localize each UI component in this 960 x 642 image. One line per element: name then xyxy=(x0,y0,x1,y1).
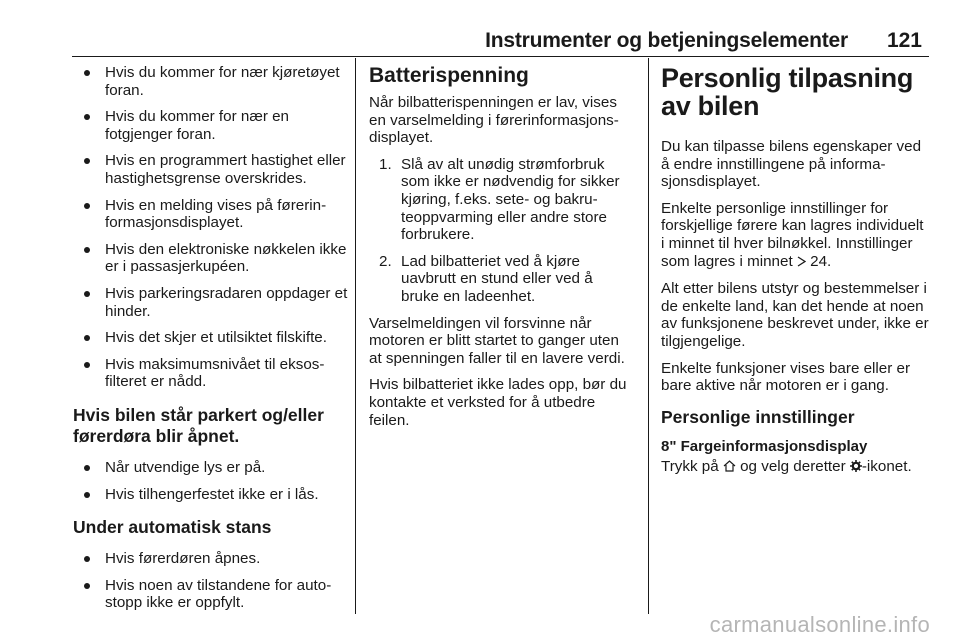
paragraph: Hvis bilbatteriet ikke lades opp, bør du kontakte et verksted for å utbedre feilen. xyxy=(369,376,627,429)
column-divider xyxy=(355,58,356,614)
column-3 xyxy=(661,64,929,486)
page-reference-link[interactable]: 24. xyxy=(810,252,832,270)
paragraph-text: Enkelte personlige innstillinger for forskjellige førere kan lagres individuelt i minnet til hver bilnøkkel. Innstillinger som lagres i minnet xyxy=(661,199,924,270)
list-item: Hvis en melding vises på førerinformasjonsdisplayet. xyxy=(73,197,349,232)
section-heading: Personlig tilpasning av bilen xyxy=(661,63,914,121)
watermark: carmanualsonline.info xyxy=(709,612,930,637)
step-number: 1. xyxy=(379,155,392,173)
list-item xyxy=(369,253,634,306)
parked-list xyxy=(73,459,349,503)
paragraph: Varselmeldingen vil forsvinne når motoren er blitt startet to ganger uten at spenningen faller til en lavere verdi. xyxy=(369,314,625,367)
step-text: Slå av alt unødig strømforbruk som ikke er nødvendig for sikker kjøring, f.eks. sete- og bakruteoppvarming eller andre store forbrukere. xyxy=(401,155,620,244)
sub-heading: Personlige innstillinger xyxy=(661,406,855,427)
paragraph: Enkelte funksjoner vises bare eller er bare aktive når motoren er i gang. xyxy=(661,359,911,395)
list-item: Hvis det skjer et utilsiktet filskifte. xyxy=(73,329,349,347)
list-item: Hvis tilhengerfestet ikke er i lås. xyxy=(73,486,349,504)
page-reference-icon xyxy=(797,254,806,272)
column-2 xyxy=(369,64,634,438)
header-rule xyxy=(72,56,929,57)
steps-list xyxy=(369,156,634,306)
paragraph: Du kan tilpasse bilens egenskaper ved å endre innstillingene på informasjonsdisplayet. xyxy=(661,138,922,191)
list-item: Når utvendige lys er på. xyxy=(73,459,349,477)
paragraph: Alt etter bilens utstyr og bestemmelser i de enkelte land, kan det hende at noen av funksjonene beskrevet under, ikke er tilgjengelige. xyxy=(661,280,929,350)
paragraph xyxy=(661,458,929,477)
section-heading: Hvis bilen står parkert og/eller førerdøra blir åpnet. xyxy=(73,404,324,446)
list-item: Hvis noen av tilstandene for autostopp ikke er oppfylt. xyxy=(73,577,349,612)
paragraph xyxy=(661,200,929,271)
paragraph: Når bilbatterispenningen er lav, vises en varselmelding i førerinformasjonsdisplayet. xyxy=(369,94,619,147)
section-heading: Under automatisk stans xyxy=(73,517,272,538)
step-text: Lad bilbatteriet ved å kjøre uavbrutt en stund eller ved å bruke en ladeenhet. xyxy=(401,252,593,305)
home-icon xyxy=(723,459,736,477)
chapter-title: Instrumenter og betjeningselementer xyxy=(485,29,848,52)
autostop-list xyxy=(73,550,349,612)
column-1 xyxy=(73,64,349,621)
text-fragment: -ikonet. xyxy=(861,458,912,476)
list-item: Hvis du kommer for nær kjøretøyet foran. xyxy=(73,64,349,99)
page-header xyxy=(0,0,960,60)
text-fragment: og velg deretter xyxy=(735,458,850,476)
list-item: Hvis den elektroniske nøkkelen ikke er i passasjerkupéen. xyxy=(73,241,349,276)
list-item: Hvis en programmert hastighet eller hastighetsgrense overskrides. xyxy=(73,152,349,187)
list-item xyxy=(369,156,634,244)
page-number: 121 xyxy=(886,29,922,52)
step-number: 2. xyxy=(379,252,392,270)
list-item: Hvis maksimumsnivået til eksosfilteret er nådd. xyxy=(73,356,349,391)
list-item: Hvis du kommer for nær en fotgjenger foran. xyxy=(73,108,349,143)
list-item: Hvis parkeringsradaren oppdager et hinder. xyxy=(73,285,349,320)
list-item: Hvis førerdøren åpnes. xyxy=(73,550,349,568)
warning-list xyxy=(73,64,349,391)
column-divider xyxy=(648,58,649,614)
section-heading: Batterispenning xyxy=(369,64,529,87)
gear-icon xyxy=(850,459,862,477)
text-fragment: Trykk på xyxy=(661,458,723,476)
display-heading: 8" Fargeinformasjonsdisplay xyxy=(661,437,868,455)
